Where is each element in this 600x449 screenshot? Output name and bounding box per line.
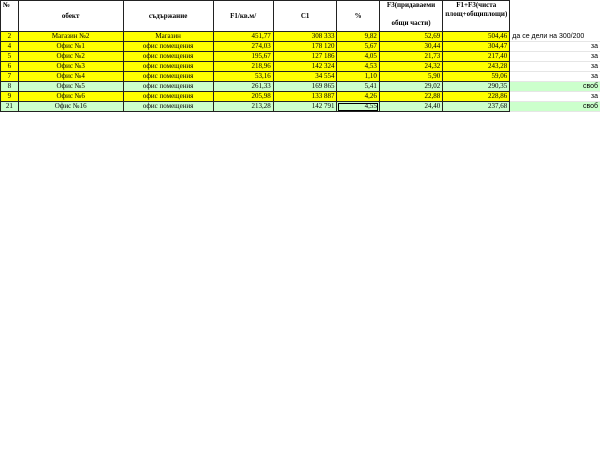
header-f3-top: F3(придаваеми <box>386 1 436 9</box>
cell-note[interactable]: за <box>510 62 600 72</box>
cell-object[interactable]: Офис №1 <box>18 42 123 52</box>
cell-c1[interactable]: 178 120 <box>273 42 337 52</box>
cell-note[interactable]: своб <box>510 102 600 112</box>
cell-no[interactable]: 7 <box>1 72 19 82</box>
cell-object[interactable]: Офис №6 <box>18 92 123 102</box>
cell-pct[interactable]: 5,67 <box>337 42 379 52</box>
cell-f3[interactable]: 52,69 <box>379 32 442 42</box>
cell-note[interactable]: за <box>510 72 600 82</box>
cell-total[interactable]: 504,46 <box>443 32 510 42</box>
cell-total[interactable]: 290,35 <box>443 82 510 92</box>
cell-f3[interactable]: 24,32 <box>379 62 442 72</box>
cell-c1[interactable]: 308 333 <box>273 32 337 42</box>
table-row <box>1 62 600 72</box>
table-row <box>1 82 600 92</box>
cell-c1[interactable]: 169 865 <box>273 82 337 92</box>
cell-note[interactable]: своб <box>510 82 600 92</box>
cell-content[interactable]: офис помещения <box>123 62 213 72</box>
table-row <box>1 92 600 102</box>
cell-total[interactable]: 237,68 <box>443 102 510 112</box>
cell-f1[interactable]: 218,96 <box>213 62 273 72</box>
header-f1[interactable]: F1/кв.м/ <box>213 1 273 32</box>
cell-pct[interactable]: 9,82 <box>337 32 379 42</box>
cell-note[interactable]: за <box>510 42 600 52</box>
cell-c1[interactable]: 133 887 <box>273 92 337 102</box>
cell-f3[interactable]: 29,02 <box>379 82 442 92</box>
cell-no[interactable]: 5 <box>1 52 19 62</box>
header-f1f3[interactable] <box>443 1 510 32</box>
cell-object[interactable]: Офис №2 <box>18 52 123 62</box>
cell-f1[interactable]: 53,16 <box>213 72 273 82</box>
cell-object[interactable]: Офис №3 <box>18 62 123 72</box>
header-c1[interactable]: C1 <box>273 1 337 32</box>
cell-no[interactable]: 4 <box>1 42 19 52</box>
cell-pct[interactable]: 1,10 <box>337 72 379 82</box>
cell-f3[interactable]: 21,73 <box>379 52 442 62</box>
cell-content[interactable]: офис помещения <box>123 72 213 82</box>
cell-no[interactable]: 2 <box>1 32 19 42</box>
cell-total[interactable]: 217,40 <box>443 52 510 62</box>
cell-total[interactable]: 228,86 <box>443 92 510 102</box>
cell-f3[interactable]: 30,44 <box>379 42 442 52</box>
cell-object[interactable]: Офис №5 <box>18 82 123 92</box>
cell-note[interactable]: за <box>510 52 600 62</box>
cell-object[interactable]: Магазин №2 <box>18 32 123 42</box>
table-row <box>1 72 600 82</box>
cell-c1[interactable]: 127 186 <box>273 52 337 62</box>
cell-note[interactable]: за <box>510 92 600 102</box>
cell-f1[interactable]: 451,77 <box>213 32 273 42</box>
cell-pct[interactable]: 4,26 <box>337 92 379 102</box>
header-note[interactable] <box>510 1 600 32</box>
cell-pct[interactable]: 5,41 <box>337 82 379 92</box>
cell-f1[interactable]: 213,28 <box>213 102 273 112</box>
cell-pct[interactable]: 4,05 <box>337 52 379 62</box>
cell-c1[interactable]: 142 324 <box>273 62 337 72</box>
cell-f3[interactable]: 5,90 <box>379 72 442 82</box>
header-pct[interactable]: % <box>337 1 379 32</box>
cell-f1[interactable]: 274,03 <box>213 42 273 52</box>
header-row <box>1 1 600 32</box>
cell-no[interactable]: 9 <box>1 92 19 102</box>
cell-content[interactable]: офис помещения <box>123 82 213 92</box>
cell-f1[interactable]: 261,33 <box>213 82 273 92</box>
cell-no[interactable]: 21 <box>1 102 19 112</box>
cell-note[interactable]: да се дели на 300/200 <box>510 32 600 42</box>
cell-pct[interactable]: 4,53 <box>337 62 379 72</box>
cell-c1[interactable]: 142 791 <box>273 102 337 112</box>
cell-content[interactable]: Магазин <box>123 32 213 42</box>
table-row <box>1 102 600 112</box>
cell-f3[interactable]: 24,40 <box>379 102 442 112</box>
table-row <box>1 52 600 62</box>
cell-object[interactable]: Офис №16 <box>18 102 123 112</box>
cell-f3[interactable]: 22,88 <box>379 92 442 102</box>
cell-pct[interactable]: 4,55 <box>337 102 379 112</box>
header-content[interactable]: съдържание <box>123 1 213 32</box>
header-no[interactable]: № <box>1 1 19 32</box>
header-f1f3-top: F1+F3(чиста площ+общи <box>445 1 497 18</box>
cell-object[interactable]: Офис №4 <box>18 72 123 82</box>
cell-content[interactable]: офис помещения <box>123 42 213 52</box>
cell-total[interactable]: 304,47 <box>443 42 510 52</box>
header-f3-bottom: общи части) <box>391 19 431 27</box>
cell-total[interactable]: 243,28 <box>443 62 510 72</box>
spreadsheet <box>0 0 600 112</box>
cell-no[interactable]: 8 <box>1 82 19 92</box>
data-table <box>0 0 600 112</box>
cell-c1[interactable]: 34 554 <box>273 72 337 82</box>
cell-f1[interactable]: 205,98 <box>213 92 273 102</box>
table-row <box>1 32 600 42</box>
header-f3[interactable] <box>379 1 442 32</box>
cell-no[interactable]: 6 <box>1 62 19 72</box>
header-f1f3-bottom: площи) <box>483 10 508 18</box>
header-object[interactable]: обект <box>18 1 123 32</box>
table-row <box>1 42 600 52</box>
cell-content[interactable]: офис помещения <box>123 52 213 62</box>
cell-total[interactable]: 59,06 <box>443 72 510 82</box>
cell-content[interactable]: офис помещения <box>123 102 213 112</box>
cell-content[interactable]: офис помещения <box>123 92 213 102</box>
cell-f1[interactable]: 195,67 <box>213 52 273 62</box>
